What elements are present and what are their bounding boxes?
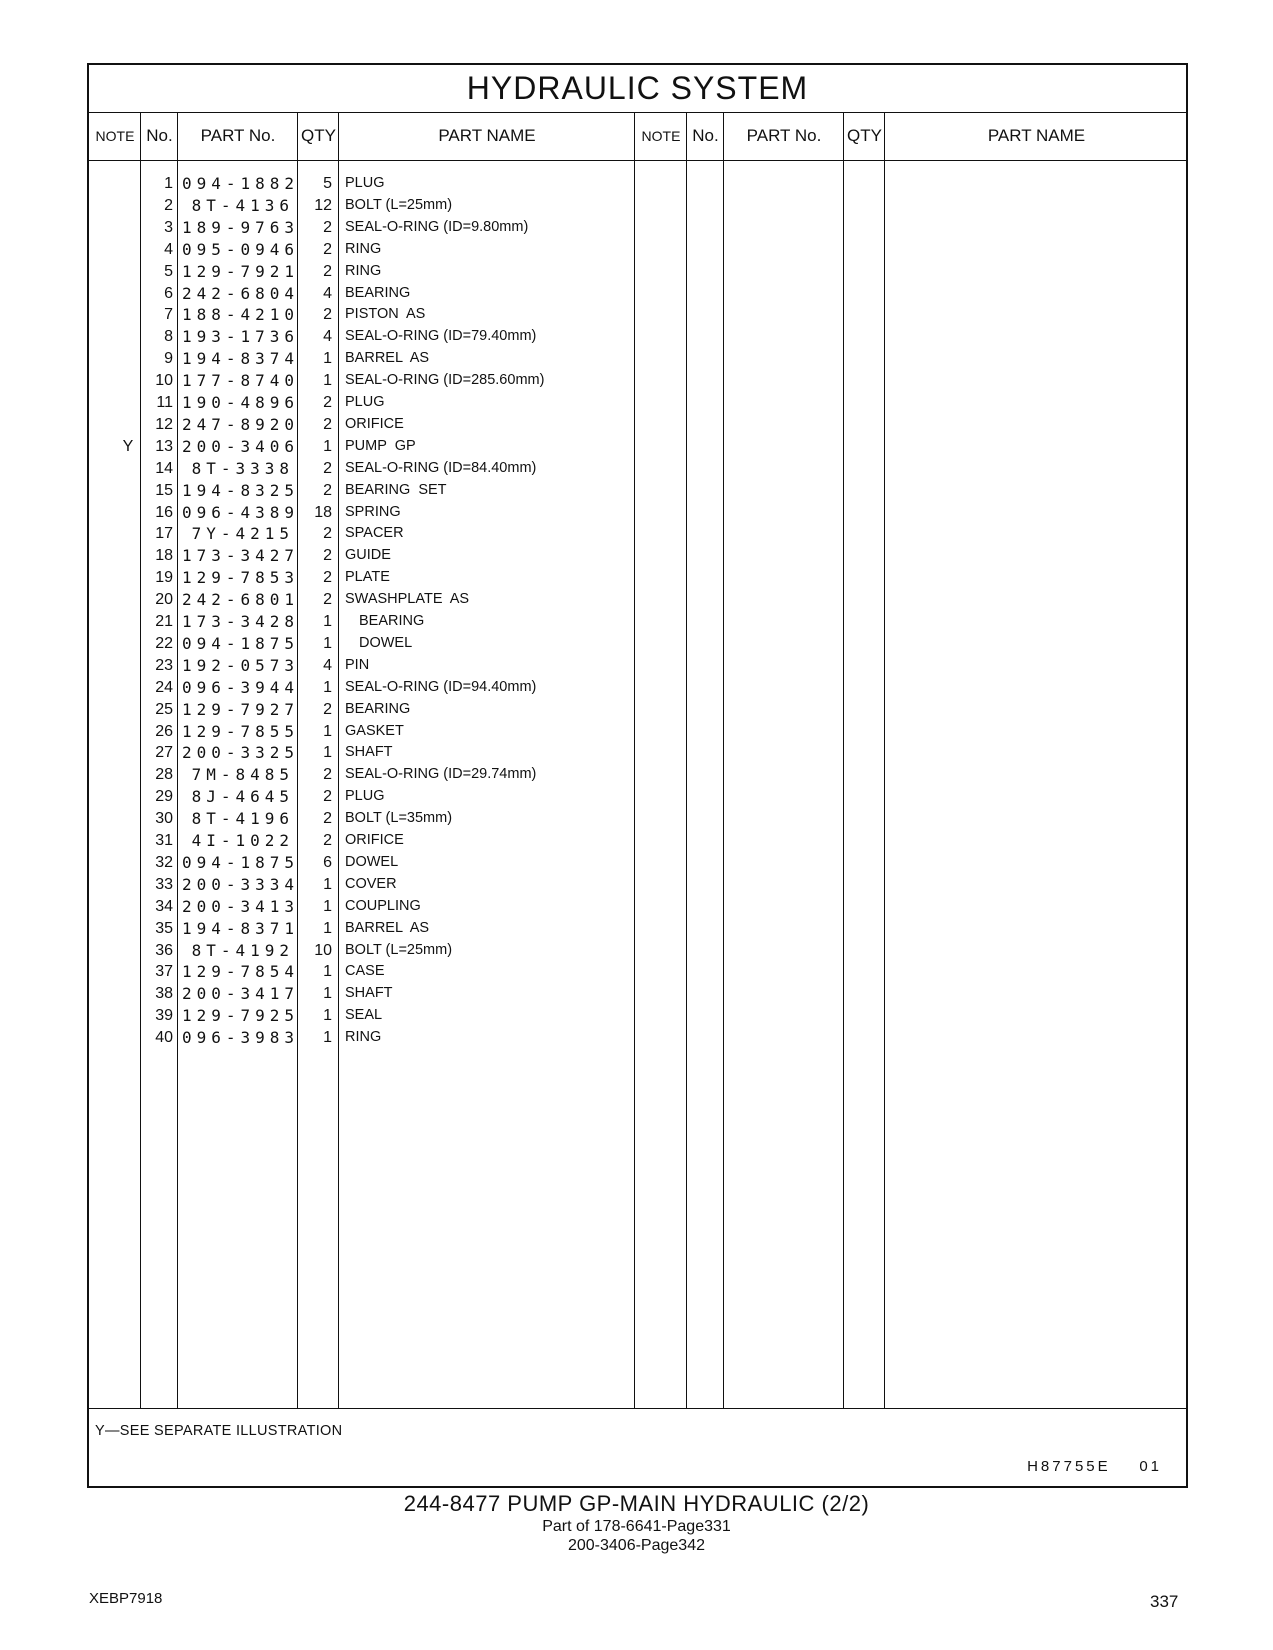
table-row (89, 588, 689, 611)
table-row (89, 238, 689, 261)
row-number: 14 (155, 459, 173, 477)
row-quantity: 2 (323, 591, 332, 609)
row-part-number: 096-3983 (182, 1028, 300, 1048)
row-part-number: 129-7921 (182, 261, 300, 281)
row-quantity: 1 (323, 613, 332, 630)
row-number: 20 (155, 591, 173, 609)
row-part-number: 192-0573 (182, 655, 300, 675)
row-number: 30 (155, 810, 173, 828)
row-number: 29 (155, 788, 173, 806)
header-qty-right: QTY (847, 126, 882, 145)
row-part-number: 188-4210 (182, 305, 300, 325)
caption-reference: Part of 178-6641-Page331 (542, 1518, 731, 1535)
row-part-name: PLUG (345, 175, 385, 191)
row-number: 18 (155, 547, 173, 565)
row-number: 8 (164, 328, 173, 346)
row-part-number: 7M-8485 (191, 765, 294, 785)
row-quantity: 1 (323, 963, 332, 981)
row-part-number: 200-3417 (182, 984, 300, 1004)
row-part-number: 8J-4645 (191, 787, 294, 807)
row-part-name: RING (345, 262, 382, 279)
row-quantity: 2 (323, 700, 332, 718)
table-row (89, 413, 689, 436)
row-number: 39 (155, 1007, 173, 1025)
row-part-name: BOLT (L=25mm) (345, 941, 453, 958)
row-quantity: 2 (323, 481, 332, 499)
row-quantity: 1 (323, 1007, 332, 1025)
row-number: 7 (164, 306, 173, 324)
column-divider (723, 112, 724, 1408)
row-quantity: 2 (323, 262, 332, 280)
row-quantity: 2 (323, 218, 332, 236)
row-quantity: 4 (323, 284, 332, 302)
row-part-name: PISTON AS (345, 306, 426, 323)
row-part-number: 200-3413 (182, 896, 300, 916)
table-bottom-rule (89, 1408, 1186, 1409)
row-part-name: COUPLING (345, 897, 421, 914)
row-part-number: 129-7927 (182, 699, 300, 719)
row-part-number: 177-8740 (182, 371, 300, 391)
row-part-number: 096-4389 (182, 502, 300, 522)
table-row (89, 303, 689, 326)
row-quantity: 2 (323, 525, 332, 543)
row-quantity: 1 (323, 437, 332, 455)
row-number: 11 (156, 394, 173, 411)
table-row (89, 632, 689, 655)
row-quantity: 4 (323, 656, 332, 674)
row-part-number: 189-9763 (182, 217, 300, 237)
row-quantity: 6 (323, 853, 332, 871)
row-quantity: 18 (314, 503, 332, 521)
row-part-name: BEARING (345, 284, 411, 301)
row-number: 3 (164, 218, 173, 236)
row-part-number: 096-3944 (182, 677, 300, 697)
row-part-name: BARREL AS (345, 350, 430, 367)
table-row (89, 260, 689, 283)
header-no: No. (146, 126, 173, 145)
caption-reference: 200-3406-Page342 (567, 1537, 705, 1554)
row-part-name: BOLT (L=35mm) (345, 810, 453, 827)
header-part-name: PART NAME (438, 126, 536, 145)
row-number: 32 (155, 853, 173, 871)
table-row (89, 435, 689, 458)
row-part-name: SEAL-O-RING (ID=94.40mm) (345, 678, 537, 695)
row-quantity: 1 (323, 919, 332, 937)
row-number: 12 (155, 415, 173, 433)
table-row (89, 960, 689, 983)
row-quantity: 2 (323, 306, 332, 324)
row-part-name: RING (345, 1029, 382, 1046)
row-part-number: 7Y-4215 (191, 524, 294, 544)
section-title: HYDRAULIC SYSTEM (89, 65, 1186, 113)
row-part-name: SEAL-O-RING (ID=84.40mm) (345, 459, 537, 476)
table-row (89, 829, 689, 852)
table-row (89, 522, 689, 545)
row-number: 27 (155, 744, 173, 762)
row-part-name: SHAFT (345, 744, 393, 761)
row-part-name: BARREL AS (345, 919, 430, 936)
row-quantity: 2 (323, 788, 332, 806)
header-part-name-right: PART NAME (987, 126, 1086, 145)
row-part-name: DOWEL (345, 853, 399, 870)
table-row (89, 194, 689, 217)
row-part-number: 194-8374 (182, 349, 300, 369)
parts-list-sheet (87, 63, 1188, 1488)
row-number: 19 (155, 569, 173, 587)
row-part-number: 8T-3338 (191, 458, 294, 478)
row-part-name: BEARING (359, 613, 425, 629)
row-part-number: 4I-1022 (191, 831, 294, 850)
row-part-number: 094-1875 (182, 633, 300, 653)
row-part-name: PLUG (345, 788, 385, 805)
table-row (89, 369, 689, 392)
row-quantity: 2 (323, 766, 332, 784)
row-part-name: DOWEL (359, 634, 413, 651)
row-part-number: 242-6801 (182, 590, 300, 610)
row-part-name: SPACER (345, 525, 404, 542)
table-row (89, 939, 689, 962)
row-number: 9 (164, 350, 173, 368)
table-row (89, 1026, 689, 1049)
table-row (89, 457, 689, 480)
row-part-name: SEAL (345, 1007, 383, 1024)
header-note: NOTE (95, 128, 135, 144)
row-quantity: 4 (323, 328, 332, 346)
row-quantity: 10 (314, 941, 332, 959)
row-number: 37 (155, 963, 173, 981)
row-part-number: 242-6804 (182, 283, 300, 303)
row-part-name: PIN (345, 656, 370, 673)
table-row (89, 741, 689, 764)
table-row (89, 566, 689, 589)
row-number: 5 (164, 262, 173, 280)
row-part-name: RING (345, 240, 382, 257)
row-part-number: 129-7854 (182, 962, 300, 982)
row-part-number: 200-3334 (182, 874, 300, 894)
row-part-number: 200-3325 (182, 743, 300, 763)
row-part-number: 193-1736 (182, 327, 300, 347)
row-part-number: 8T-4192 (191, 940, 294, 960)
table-row (89, 763, 689, 786)
column-divider (843, 112, 844, 1408)
row-part-name: COVER (345, 875, 397, 892)
table-row (89, 851, 689, 874)
page-number: 337 (1150, 1592, 1179, 1611)
caption (0, 1491, 1273, 1555)
row-part-name: ORIFICE (345, 832, 404, 848)
row-quantity: 2 (323, 415, 332, 433)
row-number: 16 (155, 503, 173, 521)
row-quantity: 5 (323, 175, 332, 192)
row-part-name: SWASHPLATE AS (345, 591, 470, 608)
row-part-name: SPRING (345, 503, 401, 520)
row-number: 21 (155, 613, 173, 630)
row-quantity: 1 (323, 372, 332, 390)
header-part-no-right: PART No. (746, 126, 822, 145)
row-number: 23 (155, 656, 173, 674)
document-id: XEBP7918 (89, 1590, 163, 1607)
row-part-number: 200-3406 (182, 436, 300, 456)
row-part-number: 194-8371 (182, 918, 300, 938)
table-row (89, 654, 689, 677)
row-part-number: 129-7925 (182, 1006, 300, 1026)
header-qty: QTY (301, 126, 336, 145)
table-row (89, 895, 689, 918)
table-row (89, 698, 689, 721)
row-number: 26 (155, 722, 173, 740)
row-number: 35 (155, 919, 173, 937)
row-part-number: 194-8325 (182, 480, 300, 500)
row-number: 34 (155, 897, 173, 915)
header-no-right: No. (692, 126, 719, 145)
row-quantity: 1 (323, 897, 332, 915)
column-divider (884, 112, 885, 1408)
table-row (89, 873, 689, 896)
row-quantity: 12 (314, 196, 332, 214)
table-row (89, 282, 689, 305)
row-part-name: SEAL-O-RING (ID=285.60mm) (345, 372, 545, 389)
row-part-name: ORIFICE (345, 415, 404, 432)
table-row (89, 391, 689, 414)
table-row (89, 216, 689, 239)
row-number: 31 (155, 832, 173, 849)
table-row (89, 325, 689, 348)
row-part-number: 129-7855 (182, 721, 300, 741)
row-quantity: 2 (323, 394, 332, 411)
table-row (89, 347, 689, 370)
row-number: 36 (155, 941, 173, 959)
row-quantity: 1 (323, 875, 332, 893)
row-number: 15 (155, 481, 173, 499)
row-number: 40 (155, 1029, 173, 1047)
row-number: 17 (155, 525, 173, 543)
row-quantity: 1 (323, 722, 332, 740)
row-part-number: 094-1882 (182, 174, 300, 193)
row-part-number: 129-7853 (182, 568, 300, 588)
row-number: 10 (155, 372, 173, 390)
row-quantity: 1 (323, 634, 332, 652)
table-row (89, 807, 689, 830)
row-part-name: BEARING (345, 700, 411, 717)
row-number: 6 (164, 284, 173, 302)
row-number: 22 (155, 634, 173, 652)
row-number: 25 (155, 700, 173, 718)
row-number: 33 (155, 875, 173, 893)
table-row (89, 1004, 689, 1027)
row-quantity: 2 (323, 832, 332, 849)
table-row (89, 501, 689, 524)
row-number: 4 (164, 240, 173, 258)
table-row (89, 982, 689, 1005)
row-quantity: 2 (323, 459, 332, 477)
table-row (89, 785, 689, 808)
row-part-name: SHAFT (345, 985, 393, 1002)
row-part-number: 173-3427 (182, 546, 300, 566)
row-quantity: 1 (323, 350, 332, 368)
row-part-name: GASKET (345, 722, 404, 739)
row-part-name: PLATE (345, 569, 390, 586)
illustration-code: H87755E 01 (1027, 1458, 1162, 1475)
footnote: Y—SEE SEPARATE ILLUSTRATION (95, 1423, 343, 1439)
row-part-name: CASE (345, 963, 385, 980)
header-part-no: PART No. (200, 126, 276, 145)
row-part-name: BEARING SET (345, 481, 447, 498)
table-row (89, 720, 689, 743)
row-number: 28 (155, 766, 173, 784)
row-number: 2 (164, 196, 173, 214)
row-quantity: 1 (323, 744, 332, 762)
row-part-name: SEAL-O-RING (ID=79.40mm) (345, 328, 537, 345)
row-part-number: 8T-4196 (191, 809, 294, 829)
header-note-right: NOTE (641, 128, 681, 144)
row-part-number: 190-4896 (182, 393, 300, 412)
row-quantity: 1 (323, 678, 332, 696)
row-quantity: 2 (323, 810, 332, 828)
row-part-number: 247-8920 (182, 414, 300, 434)
row-quantity: 1 (323, 985, 332, 1003)
row-number: 13 (155, 437, 173, 455)
row-part-name: BOLT (L=25mm) (345, 196, 453, 213)
table-row (89, 610, 689, 633)
row-number: 24 (155, 678, 173, 696)
row-number: 1 (164, 175, 173, 192)
table-row (89, 479, 689, 502)
row-quantity: 2 (323, 547, 332, 565)
row-part-number: 095-0946 (182, 239, 300, 259)
table-header (89, 112, 1186, 161)
row-quantity: 1 (323, 1029, 332, 1047)
row-part-name: SEAL-O-RING (ID=9.80mm) (345, 218, 529, 235)
row-part-number: 173-3428 (182, 612, 300, 631)
row-part-number: 8T-4136 (191, 195, 294, 215)
row-part-number: 094-1875 (182, 852, 300, 872)
row-number: 38 (155, 985, 173, 1003)
caption-title: 244-8477 PUMP GP-MAIN HYDRAULIC (2/2) (403, 1491, 870, 1516)
row-quantity: 2 (323, 569, 332, 587)
table-row (89, 544, 689, 567)
row-part-name: SEAL-O-RING (ID=29.74mm) (345, 766, 537, 783)
table-row (89, 172, 689, 195)
table-row (89, 676, 689, 699)
row-note: Y (122, 437, 134, 455)
row-part-name: PLUG (345, 394, 385, 410)
row-quantity: 2 (323, 240, 332, 258)
row-part-name: GUIDE (345, 547, 391, 564)
table-row (89, 917, 689, 940)
row-part-name: PUMP GP (345, 437, 416, 454)
